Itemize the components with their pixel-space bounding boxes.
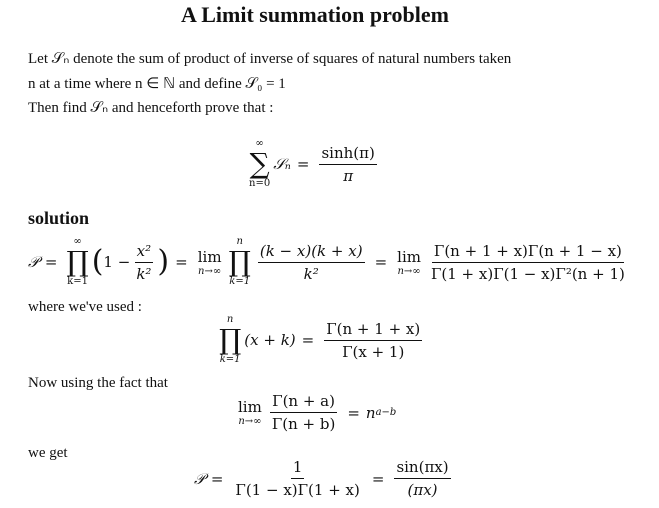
fraction-numerator: 1 xyxy=(291,458,305,479)
equals-sign: = xyxy=(374,253,388,271)
equation-product-p xyxy=(28,236,631,288)
term-one: 1 − xyxy=(103,253,131,271)
sum-lower-limit: n=0 xyxy=(249,178,271,189)
fraction-numerator: sin(πx) xyxy=(394,458,450,479)
fraction-numerator: Γ(n + a) xyxy=(270,392,337,413)
right-paren: ) xyxy=(157,244,170,279)
fraction xyxy=(233,458,361,499)
fraction-denominator: π xyxy=(343,166,354,185)
product-lower-limit: k=1 xyxy=(67,276,88,287)
product-operator xyxy=(66,236,88,288)
fraction-numerator: x² xyxy=(135,242,153,263)
fraction xyxy=(324,320,422,361)
solution-heading: solution xyxy=(28,208,90,228)
equation-sum-sn xyxy=(246,138,381,190)
fraction-numerator: sinh(π) xyxy=(319,144,376,165)
sum-symbol: ∑ xyxy=(249,147,270,180)
equals-sign: = xyxy=(347,403,360,422)
fraction-denominator: k² xyxy=(303,264,319,283)
fraction-numerator: Γ(n + 1 + x) xyxy=(324,320,422,341)
equation-gamma-product xyxy=(216,314,426,366)
product-upper-limit: n xyxy=(236,236,243,247)
lim-subscript: n→∞ xyxy=(397,265,421,277)
fraction xyxy=(270,392,337,433)
intro-line-1: Let 𝒮ₙ denote the sum of product of inverse of squares of natural numbers taken xyxy=(28,51,512,67)
rhs-base: n xyxy=(365,403,376,422)
lim-subscript: n→∞ xyxy=(198,265,222,277)
fraction-denominator: Γ(1 + x)Γ(1 − x)Γ²(n + 1) xyxy=(430,264,625,283)
equals-sign: = xyxy=(301,331,315,349)
limit-operator xyxy=(238,398,262,427)
lim-text: lim xyxy=(397,247,421,266)
product-symbol: ∏ xyxy=(66,245,89,278)
sum-upper-limit: ∞ xyxy=(255,138,264,149)
sum-operator xyxy=(249,138,270,190)
fraction-numerator: (k − x)(k + x) xyxy=(258,242,365,263)
limit-operator xyxy=(397,248,421,277)
equation-final-p xyxy=(194,458,455,499)
where-used-text: where we've used : xyxy=(28,299,142,315)
p-symbol: 𝒫 xyxy=(28,253,39,271)
product-lower-limit: k=1 xyxy=(229,276,251,287)
fraction-denominator: (πx) xyxy=(407,481,438,499)
equals-sign: = xyxy=(296,155,310,173)
equals-sign: = xyxy=(44,253,58,271)
fraction-denominator: Γ(n + b) xyxy=(271,415,336,433)
product-symbol: ∏ xyxy=(228,245,251,278)
fraction xyxy=(319,144,376,185)
fraction xyxy=(429,242,627,283)
equals-sign: = xyxy=(175,253,188,271)
limit-operator xyxy=(198,248,222,277)
fraction-denominator: Γ(x + 1) xyxy=(342,342,405,361)
fraction-denominator: k² xyxy=(136,264,152,283)
fraction xyxy=(258,242,365,283)
product-operator xyxy=(219,314,241,366)
fraction xyxy=(394,458,450,499)
equals-sign: = xyxy=(371,469,385,488)
rhs-exponent: a−b xyxy=(375,407,397,418)
fraction-denominator: Γ(1 − x)Γ(1 + x) xyxy=(235,481,360,499)
fact-text: Now using the fact that xyxy=(28,375,168,391)
intro-line-2: n at a time where n ∈ ℕ and define 𝒮₀ = 1 xyxy=(28,76,286,92)
product-upper-limit: ∞ xyxy=(73,236,82,247)
product-operator-2 xyxy=(229,236,251,288)
fraction-numerator: Γ(n + 1 + x)Γ(n + 1 − x) xyxy=(432,242,624,263)
equation-gamma-limit xyxy=(234,392,396,433)
sn-symbol: 𝒮ₙ xyxy=(273,155,291,173)
lim-subscript: n→∞ xyxy=(238,416,262,427)
product-symbol: ∏ xyxy=(219,323,242,356)
product-lower-limit: k=1 xyxy=(219,354,241,365)
lim-text: lim xyxy=(197,247,222,266)
left-paren: ( xyxy=(91,244,104,279)
equals-sign: = xyxy=(210,469,224,488)
p-symbol: 𝒫 xyxy=(194,469,205,488)
lim-text: lim xyxy=(238,398,262,416)
product-term: (x + k) xyxy=(244,331,296,349)
we-get-text: we get xyxy=(28,445,68,461)
intro-line-3: Then find 𝒮ₙ and henceforth prove that : xyxy=(28,100,274,116)
fraction xyxy=(134,242,153,283)
page-title: A Limit summation problem xyxy=(181,2,449,27)
product-upper-limit: n xyxy=(226,314,234,325)
